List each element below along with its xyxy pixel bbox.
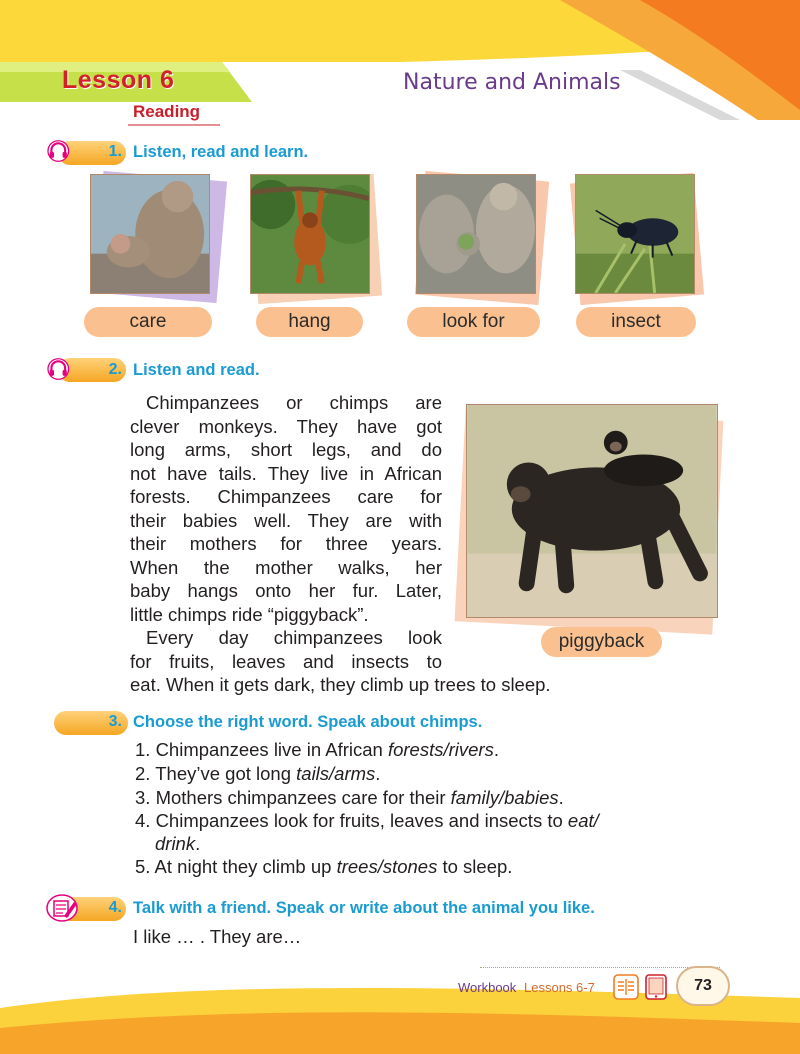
chimp-piggyback-photo bbox=[466, 404, 718, 618]
task-title: Talk with a friend. Speak or write about the animal you like. bbox=[133, 899, 595, 917]
section-divider bbox=[128, 124, 220, 126]
item-text: . bbox=[493, 739, 499, 760]
exercise-item bbox=[155, 833, 200, 855]
passage-line: not have tails. They live in African bbox=[130, 462, 442, 484]
footer-rule bbox=[480, 967, 720, 968]
item-text: 2. They’ve got long bbox=[135, 763, 297, 784]
workbook-icon[interactable] bbox=[612, 973, 640, 1001]
item-text: . bbox=[375, 763, 381, 784]
exercise-item bbox=[135, 810, 599, 832]
word-choice[interactable]: family/babies bbox=[450, 787, 559, 808]
word-choice[interactable]: forests/rivers bbox=[387, 739, 494, 760]
word-choice[interactable]: eat/ bbox=[567, 810, 599, 831]
task-number: 1. bbox=[108, 143, 122, 160]
item-text: 4. Chimpanzees look for fruits, leaves and insects to bbox=[135, 810, 568, 831]
exercise-item bbox=[135, 787, 564, 809]
workbook-label: Workbook bbox=[458, 980, 517, 995]
vocab-word: insect bbox=[576, 307, 696, 337]
task-number: 2. bbox=[108, 361, 122, 378]
top-decor-band bbox=[0, 0, 800, 120]
exercise-item bbox=[135, 763, 380, 785]
exercise-item bbox=[135, 856, 512, 878]
pencil-book-icon[interactable] bbox=[46, 894, 80, 922]
word-choice[interactable]: tails/arms bbox=[296, 763, 376, 784]
task-number: 3. bbox=[108, 713, 122, 730]
headphones-icon[interactable] bbox=[44, 139, 76, 163]
passage-line: their mothers for three years. bbox=[130, 533, 442, 554]
tablet-icon[interactable] bbox=[644, 973, 668, 1001]
speaking-prompt: I like … . They are… bbox=[133, 926, 302, 947]
vocab-word: care bbox=[84, 307, 212, 337]
monkey-mother-baby-photo bbox=[90, 174, 210, 294]
item-text: 3. Mothers chimpanzees care for their bbox=[135, 787, 451, 808]
unit-title: Nature and Animals bbox=[403, 70, 621, 95]
passage-line: for fruits, leaves and insects to bbox=[130, 650, 442, 672]
photo-caption: piggyback bbox=[541, 627, 662, 657]
passage-line: baby hangs onto her fur. Later, bbox=[130, 580, 442, 601]
item-text: . bbox=[558, 787, 564, 808]
page-number: 73 bbox=[694, 977, 712, 994]
workbook-lessons: Lessons 6-7 bbox=[524, 980, 595, 995]
passage-line: When the mother walks, her bbox=[130, 556, 442, 578]
passage-line: their babies well. They are with bbox=[130, 509, 442, 531]
word-choice[interactable]: trees/stones bbox=[336, 856, 438, 877]
monkeys-grooming-photo bbox=[416, 174, 536, 294]
orangutan-hanging-photo bbox=[250, 174, 370, 294]
word-choice[interactable]: drink bbox=[155, 833, 196, 854]
section-label: Reading bbox=[133, 102, 201, 121]
item-text: to sleep. bbox=[437, 856, 513, 877]
passage-line: forests. Chimpanzees care for bbox=[130, 486, 442, 507]
item-text: 1. Chimpanzees live in African bbox=[135, 739, 388, 760]
task-title: Listen and read. bbox=[133, 361, 260, 379]
passage-line: long arms, short legs, and do bbox=[130, 439, 442, 460]
passage-line: clever monkeys. They have got bbox=[130, 415, 442, 437]
lesson-label: Lesson 6 bbox=[62, 66, 175, 94]
vocab-word: hang bbox=[256, 307, 363, 337]
item-text: . bbox=[195, 833, 201, 854]
headphones-icon[interactable] bbox=[44, 357, 76, 381]
item-text: 5. At night they climb up bbox=[135, 856, 337, 877]
passage-line: little chimps ride “piggyback”. bbox=[130, 603, 369, 625]
passage-line: Chimpanzees or chimps are bbox=[146, 392, 442, 413]
beetle-on-grass-photo bbox=[575, 174, 695, 294]
task-title: Listen, read and learn. bbox=[133, 143, 309, 161]
exercise-item bbox=[135, 739, 499, 761]
passage-line: eat. When it gets dark, they climb up trees to sleep. bbox=[130, 674, 551, 695]
task-number: 4. bbox=[108, 899, 122, 916]
passage-line: Every day chimpanzees look bbox=[146, 627, 442, 648]
vocab-word: look for bbox=[407, 307, 540, 337]
task-title: Choose the right word. Speak about chimps. bbox=[133, 713, 483, 731]
